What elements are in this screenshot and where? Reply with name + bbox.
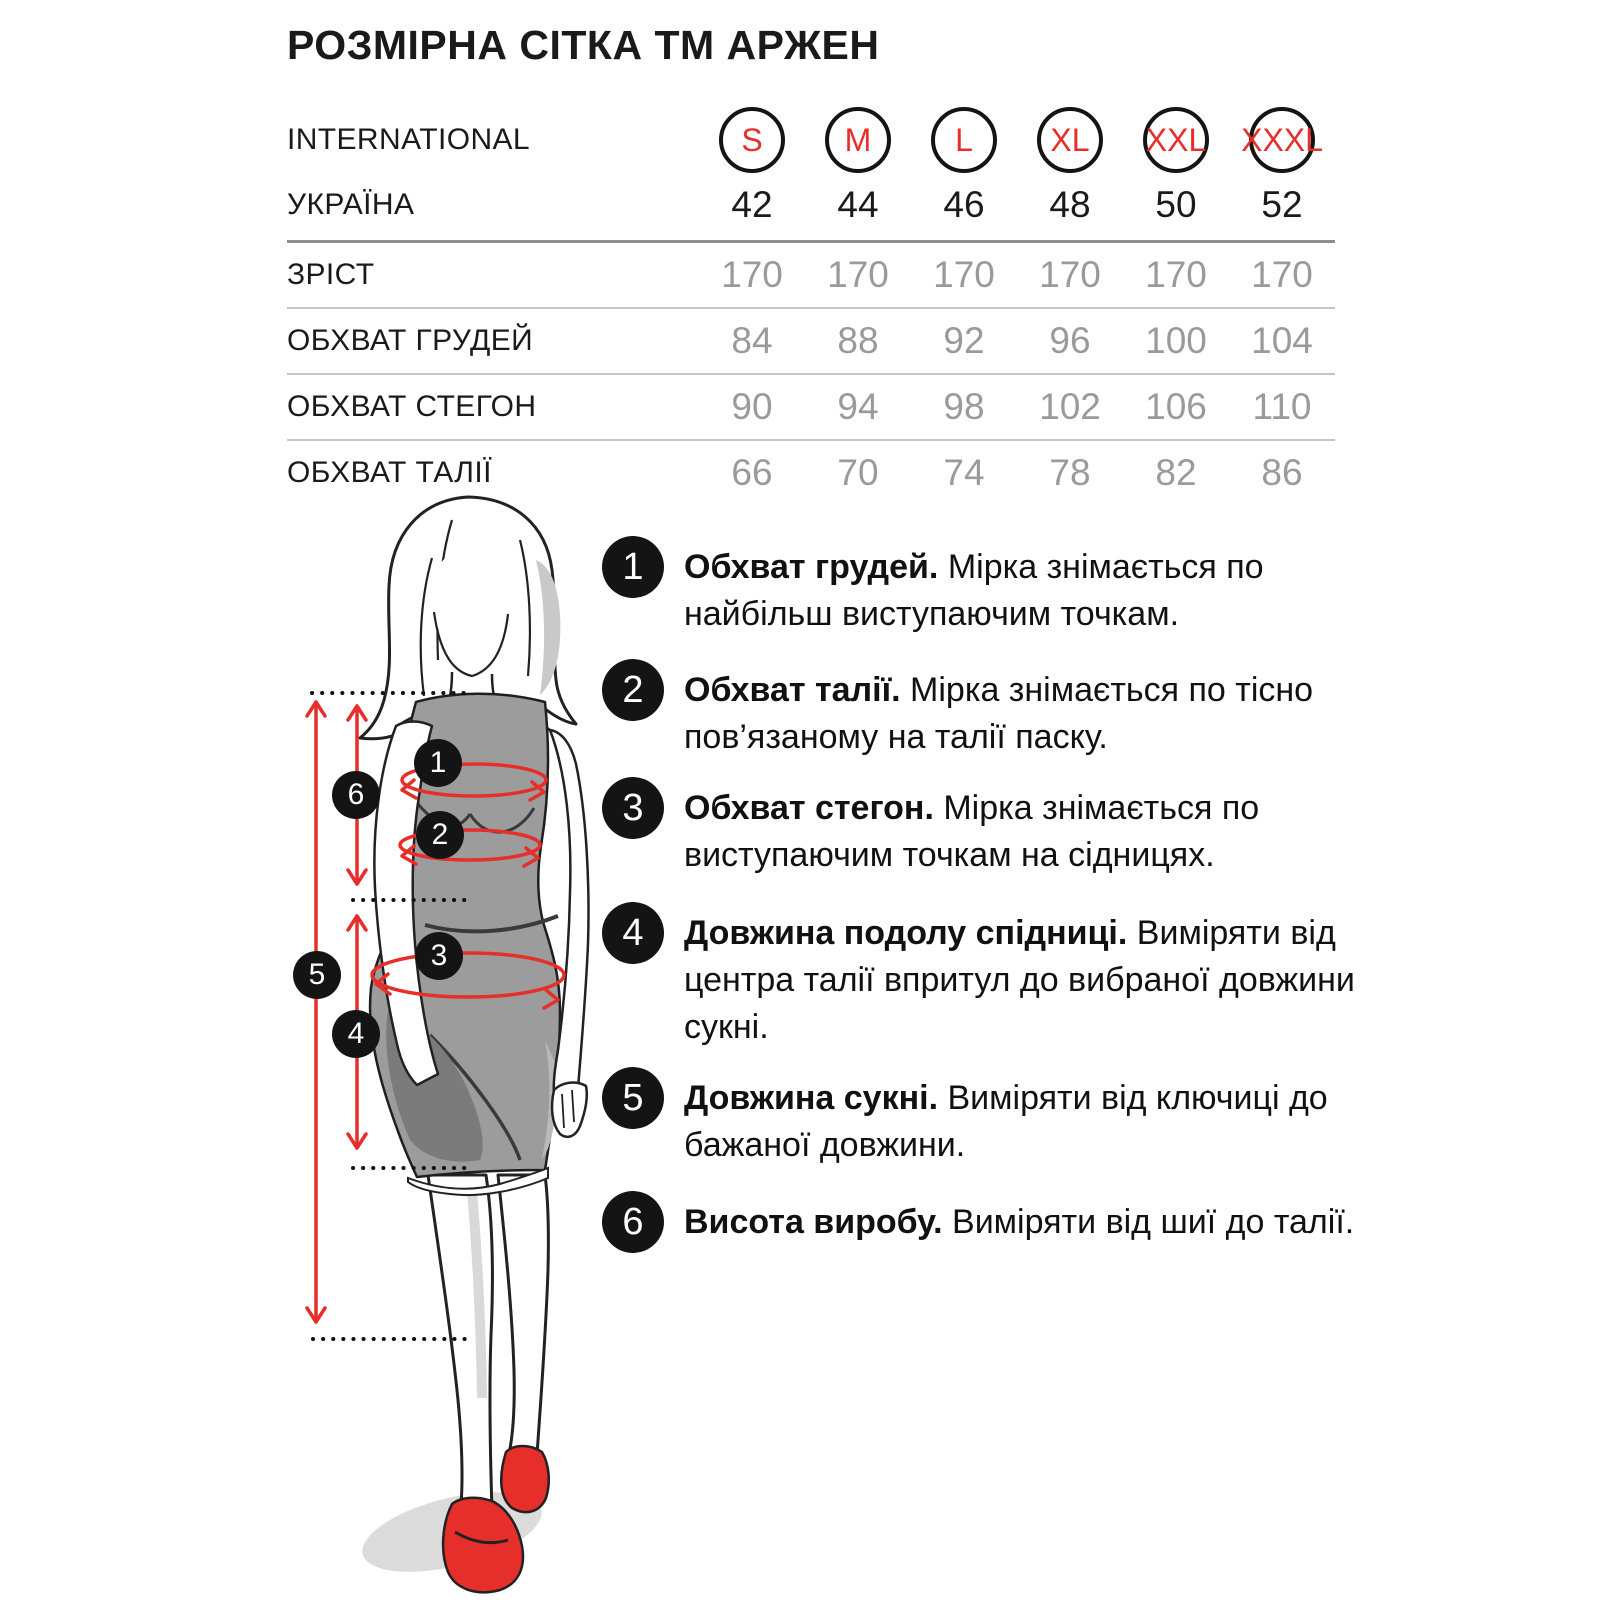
legend-description: Мірка знімається по тісно пов’язаному на талії паску. xyxy=(684,671,1314,756)
figure-marker-1 xyxy=(414,739,462,787)
ukraine-size: 44 xyxy=(837,184,879,225)
cell-value: 104 xyxy=(1251,320,1313,361)
table-row-height xyxy=(287,243,1335,307)
row-label: ОБХВАТ СТЕГОН xyxy=(287,390,537,423)
row-label-ukraine: УКРАЇНА xyxy=(287,188,415,221)
legend-item-dress-length xyxy=(602,1075,1360,1169)
legend-item-skirt-length xyxy=(602,910,1360,1051)
badge-number: 1 xyxy=(622,546,644,588)
table-row-chest xyxy=(287,309,1335,373)
legend-badge-5 xyxy=(602,1067,664,1129)
cell-value: 90 xyxy=(731,386,773,427)
size-label: L xyxy=(955,122,973,158)
size-label: XXL xyxy=(1145,122,1207,158)
figure-marker-5 xyxy=(293,951,341,999)
ukraine-size: 42 xyxy=(731,184,773,225)
row-label: ОБХВАТ ГРУДЕЙ xyxy=(287,324,534,357)
figure-marker-2 xyxy=(416,811,464,859)
cell-value: 170 xyxy=(827,254,889,295)
figure-marker-6 xyxy=(332,771,380,819)
legend-description: Мірка знімається по найбільш виступаючим точкам. xyxy=(684,548,1264,633)
row-label: ОБХВАТ ТАЛІЇ xyxy=(287,456,492,489)
legend-text-skirt-length xyxy=(684,910,1360,1051)
cell-value: 88 xyxy=(837,320,879,361)
legend-term: Довжина подолу спідниці. xyxy=(684,914,1128,952)
legend-badge-1 xyxy=(602,536,664,598)
ukraine-size: 46 xyxy=(943,184,985,225)
legend-badge-3 xyxy=(602,777,664,839)
marker-number: 1 xyxy=(429,746,447,779)
badge-number: 3 xyxy=(622,787,644,829)
marker-number: 6 xyxy=(347,778,365,811)
cell-value: 100 xyxy=(1145,320,1207,361)
figure-marker-3 xyxy=(415,932,463,980)
legend-text-product-height xyxy=(684,1199,1360,1246)
marker-number: 3 xyxy=(430,939,448,972)
size-badge-l xyxy=(931,107,997,173)
cell-value: 98 xyxy=(943,386,985,427)
legend-term: Обхват грудей. xyxy=(684,548,939,586)
size-label: S xyxy=(741,122,763,158)
size-badge-xxl xyxy=(1143,107,1209,173)
legend-item-hips xyxy=(602,785,1360,879)
legend-term: Обхват талії. xyxy=(684,671,901,709)
ukraine-size: 50 xyxy=(1155,184,1197,225)
legend-term: Обхват стегон. xyxy=(684,789,934,827)
size-table xyxy=(287,104,1335,505)
size-label: XL xyxy=(1050,122,1090,158)
size-badge-m xyxy=(825,107,891,173)
legend-text-waist xyxy=(684,667,1360,761)
cell-value: 102 xyxy=(1039,386,1101,427)
legend-description: Виміряти від шиї до талії. xyxy=(952,1203,1355,1241)
size-label: XXXL xyxy=(1241,122,1323,158)
table-row-international xyxy=(287,104,1335,176)
badge-number: 6 xyxy=(622,1201,644,1243)
legend-description: Виміряти від центра талії впритул до вибраної довжини сукні. xyxy=(684,914,1355,1046)
cell-value: 170 xyxy=(933,254,995,295)
cell-value: 82 xyxy=(1155,452,1197,493)
marker-number: 2 xyxy=(431,818,449,851)
size-label: M xyxy=(844,122,872,158)
legend-item-waist xyxy=(602,667,1360,761)
cell-value: 110 xyxy=(1252,386,1312,427)
legend-item-chest xyxy=(602,544,1360,638)
table-row-hips xyxy=(287,375,1335,439)
marker-number: 4 xyxy=(347,1017,365,1050)
legend-badge-2 xyxy=(602,659,664,721)
cell-value: 106 xyxy=(1145,386,1207,427)
badge-number: 4 xyxy=(622,912,644,954)
size-badge-xxxl xyxy=(1241,107,1323,173)
legend-text-hips xyxy=(684,785,1360,879)
cell-value: 74 xyxy=(943,452,985,493)
cell-value: 96 xyxy=(1049,320,1091,361)
legend-item-product-height xyxy=(602,1199,1360,1253)
legend-text-dress-length xyxy=(684,1075,1360,1169)
cell-value: 170 xyxy=(1039,254,1101,295)
legend-badge-6 xyxy=(602,1191,664,1253)
cell-value: 84 xyxy=(731,320,773,361)
cell-value: 66 xyxy=(731,452,773,493)
ukraine-size: 52 xyxy=(1261,184,1303,225)
table-row-ukraine xyxy=(287,176,1335,234)
cell-value: 86 xyxy=(1261,452,1303,493)
size-badge-xl xyxy=(1037,107,1103,173)
marker-number: 5 xyxy=(308,958,326,991)
cell-value: 78 xyxy=(1049,452,1091,493)
badge-number: 2 xyxy=(622,669,644,711)
figure-marker-4 xyxy=(332,1010,380,1058)
legend-description: Мірка знімається по виступаючим точкам на сідницях. xyxy=(684,789,1260,874)
size-badge-s xyxy=(719,107,785,173)
cell-value: 170 xyxy=(721,254,783,295)
cell-value: 94 xyxy=(837,386,879,427)
cell-value: 170 xyxy=(1251,254,1313,295)
page-title: РОЗМІРНА СІТКА ТМ АРЖЕН xyxy=(287,22,880,68)
legend-badge-4 xyxy=(602,902,664,964)
badge-number: 5 xyxy=(622,1077,644,1119)
ukraine-size: 48 xyxy=(1049,184,1091,225)
cell-value: 92 xyxy=(943,320,985,361)
cell-value: 70 xyxy=(837,452,879,493)
legend-text-chest xyxy=(684,544,1360,638)
row-label-international: INTERNATIONAL xyxy=(287,123,531,156)
face xyxy=(430,546,514,650)
row-label: ЗРІСТ xyxy=(287,258,375,291)
legend-description: Виміряти від ключиці до бажаної довжини. xyxy=(684,1079,1328,1164)
legend-term: Висота виробу. xyxy=(684,1203,943,1241)
legend-term: Довжина сукні. xyxy=(684,1079,939,1117)
cell-value: 170 xyxy=(1145,254,1207,295)
